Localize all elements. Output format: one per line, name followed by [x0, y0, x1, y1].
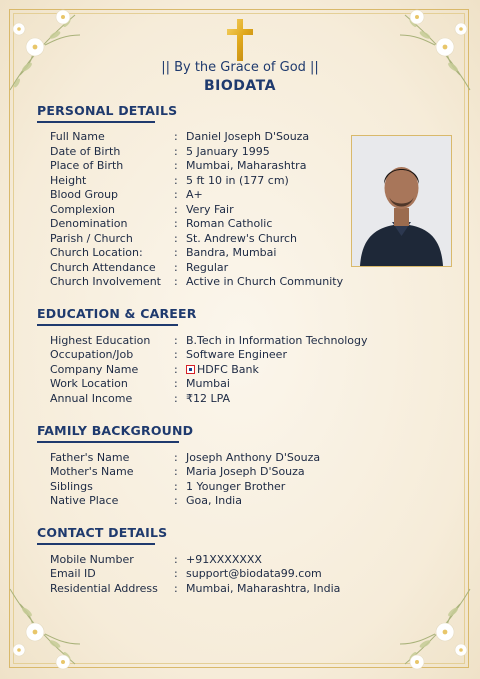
detail-separator: :	[174, 567, 178, 580]
detail-row	[50, 347, 287, 362]
section-underline	[37, 543, 155, 545]
detail-value: Bandra, Mumbai	[186, 246, 277, 259]
detail-label: Parish / Church	[50, 231, 133, 245]
hdfc-logo-icon	[186, 365, 195, 374]
detail-value: +91XXXXXXX	[186, 552, 262, 566]
detail-value: 1 Younger Brother	[186, 479, 286, 493]
floral-corner-icon	[380, 584, 475, 674]
page-title: BIODATA	[204, 78, 276, 94]
detail-separator: :	[174, 552, 178, 566]
detail-label: Church Attendance	[50, 260, 156, 274]
cross-icon	[227, 19, 253, 61]
detail-label: Date of Birth	[50, 144, 121, 158]
detail-label: Siblings	[50, 479, 93, 493]
detail-separator: :	[174, 494, 178, 507]
section-underline	[37, 121, 155, 123]
detail-separator: :	[174, 391, 178, 405]
detail-value	[186, 362, 259, 377]
detail-separator: :	[174, 260, 178, 274]
detail-value: Maria Joseph D'Souza	[186, 465, 305, 478]
detail-label: Mobile Number	[50, 552, 134, 566]
detail-row	[50, 129, 309, 144]
detail-label: Height	[50, 173, 87, 187]
detail-separator: :	[174, 173, 178, 187]
detail-value: A+	[186, 188, 203, 201]
detail-row	[50, 450, 320, 465]
detail-row	[50, 333, 368, 348]
detail-row	[50, 245, 276, 260]
detail-row	[50, 479, 285, 494]
detail-value: Very Fair	[186, 202, 234, 216]
detail-separator: :	[174, 479, 178, 493]
detail-separator: :	[174, 130, 178, 143]
detail-separator: :	[174, 333, 178, 347]
detail-label: Blood Group	[50, 188, 119, 201]
invocation-text: || By the Grace of God ||	[161, 60, 319, 75]
section-title-contact: CONTACT DETAILS	[37, 525, 168, 540]
detail-row	[50, 158, 306, 173]
profile-photo	[351, 135, 452, 267]
detail-value: Daniel Joseph D'Souza	[186, 130, 310, 143]
detail-row	[50, 581, 340, 596]
detail-label: Full Name	[50, 130, 105, 143]
floral-corner-icon	[5, 584, 100, 674]
detail-label: Place of Birth	[50, 159, 124, 172]
detail-row	[50, 376, 230, 391]
section-title-family: FAMILY BACKGROUND	[37, 423, 194, 438]
detail-label: Highest Education	[50, 333, 151, 347]
detail-value: St. Andrew's Church	[186, 231, 297, 245]
detail-row	[50, 144, 270, 159]
detail-value: Mumbai, Maharashtra	[186, 159, 307, 172]
section-title-personal: PERSONAL DETAILS	[37, 103, 178, 118]
detail-value: Goa, India	[186, 494, 242, 507]
person-silhouette-icon	[352, 136, 451, 266]
detail-value: B.Tech in Information Technology	[186, 333, 368, 347]
detail-label: Church Involvement	[50, 275, 161, 288]
detail-separator: :	[174, 275, 178, 288]
company-name: HDFC Bank	[197, 362, 259, 376]
detail-value: Regular	[186, 260, 229, 274]
detail-row	[50, 173, 289, 188]
detail-separator: :	[174, 202, 178, 216]
detail-row	[50, 493, 242, 508]
detail-value: 5 January 1995	[186, 144, 270, 158]
detail-value: Software Engineer	[186, 348, 287, 361]
detail-label: Complexion	[50, 202, 116, 216]
detail-label: Father's Name	[50, 450, 130, 464]
detail-separator: :	[174, 231, 178, 245]
detail-value: Roman Catholic	[186, 217, 273, 230]
detail-value: Joseph Anthony D'Souza	[186, 450, 321, 464]
detail-row	[50, 187, 203, 202]
detail-label: Native Place	[50, 494, 119, 507]
detail-label: Denomination	[50, 217, 128, 230]
detail-separator: :	[174, 362, 178, 376]
detail-separator: :	[174, 348, 178, 361]
detail-row	[50, 362, 259, 377]
detail-separator: :	[174, 188, 178, 201]
detail-row	[50, 274, 343, 289]
detail-separator: :	[174, 465, 178, 478]
section-title-education: EDUCATION & CAREER	[37, 306, 197, 321]
detail-separator: :	[174, 144, 178, 158]
detail-row	[50, 464, 305, 479]
detail-label: Occupation/Job	[50, 348, 134, 361]
detail-separator: :	[174, 246, 178, 259]
detail-label: Church Location:	[50, 246, 143, 259]
detail-separator: :	[174, 159, 178, 172]
detail-value: Mumbai, Maharashtra, India	[186, 581, 341, 595]
detail-separator: :	[174, 217, 178, 230]
detail-value: 5 ft 10 in (177 cm)	[186, 173, 289, 187]
detail-separator: :	[174, 581, 178, 595]
email-value[interactable]: support@biodata99.com	[186, 567, 322, 580]
detail-label: Company Name	[50, 362, 139, 376]
detail-row	[50, 566, 322, 581]
detail-row	[50, 552, 262, 567]
detail-label: Email ID	[50, 567, 96, 580]
detail-label: Annual Income	[50, 391, 133, 405]
detail-separator: :	[174, 450, 178, 464]
detail-row	[50, 216, 272, 231]
detail-row	[50, 231, 297, 246]
section-underline	[37, 324, 178, 326]
detail-row	[50, 391, 230, 406]
detail-row	[50, 260, 228, 275]
detail-value: Active in Church Community	[186, 275, 344, 288]
detail-label: Mother's Name	[50, 465, 134, 478]
section-underline	[37, 441, 179, 443]
detail-value: Mumbai	[186, 377, 230, 390]
detail-label: Work Location	[50, 377, 128, 390]
detail-label: Residential Address	[50, 581, 158, 595]
detail-row	[50, 202, 234, 217]
detail-separator: :	[174, 377, 178, 390]
detail-value: ₹12 LPA	[186, 391, 231, 405]
